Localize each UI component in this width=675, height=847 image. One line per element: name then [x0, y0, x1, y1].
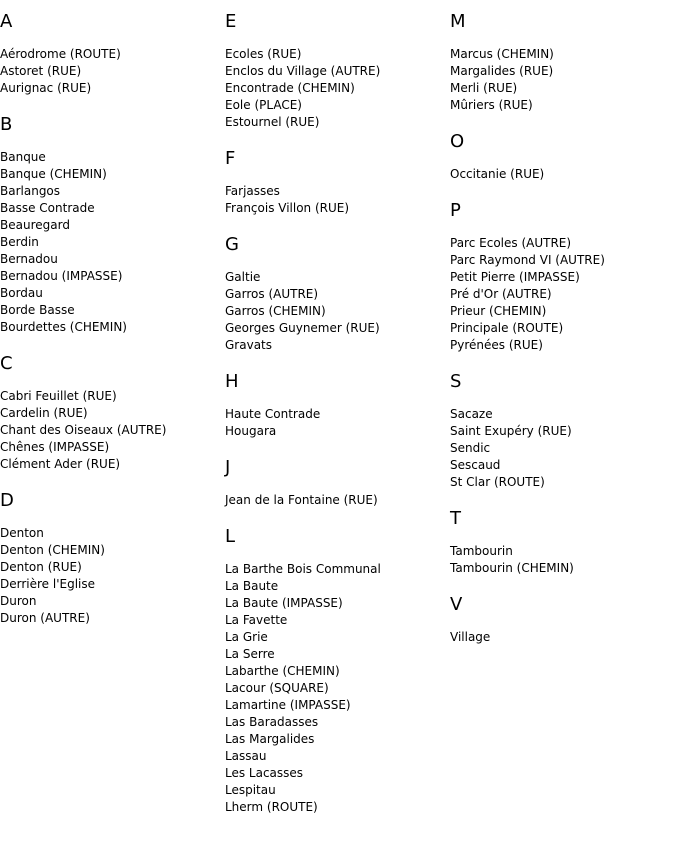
street-list [225, 492, 450, 509]
letter-group [0, 12, 225, 97]
street-item: Jean de la Fontaine (RUE) [225, 493, 378, 507]
street-item: Estournel (RUE) [225, 115, 320, 129]
street-item: La Baute [225, 579, 279, 593]
street-list [0, 525, 225, 627]
street-list [225, 269, 450, 354]
street-item: Barlangos [0, 184, 61, 198]
street-item: Denton [0, 526, 44, 540]
street-item: Enclos du Village (AUTRE) [225, 64, 381, 78]
letter-group [0, 115, 225, 336]
street-item: Duron [0, 594, 37, 608]
street-item: Saint Exupéry (RUE) [450, 424, 572, 438]
street-item: La Grie [225, 630, 268, 644]
letter-group [225, 149, 450, 217]
street-item: Bourdettes (CHEMIN) [0, 320, 127, 334]
street-item: Lherm (ROUTE) [225, 800, 318, 814]
letter-heading: G [225, 234, 239, 255]
letter-group [450, 372, 675, 491]
street-item: Borde Basse [0, 303, 75, 317]
street-item: Sescaud [450, 458, 501, 472]
street-item: St Clar (ROUTE) [450, 475, 545, 489]
street-item: Banque [0, 150, 46, 164]
street-item: Gravats [225, 338, 272, 352]
street-item: Sacaze [450, 407, 493, 421]
letter-group [225, 235, 450, 354]
street-list [0, 149, 225, 336]
street-item: Tambourin (CHEMIN) [450, 561, 574, 575]
letter-heading: L [225, 526, 236, 547]
street-item: La Serre [225, 647, 275, 661]
letter-heading: O [450, 131, 465, 152]
street-item: Petit Pierre (IMPASSE) [450, 270, 580, 284]
street-item: Ecoles (RUE) [225, 47, 302, 61]
street-item: Las Margalides [225, 732, 315, 746]
street-list [0, 46, 225, 97]
letter-heading: V [450, 594, 463, 615]
street-item: Hougara [225, 424, 277, 438]
street-item: Les Lacasses [225, 766, 304, 780]
street-item: Mûriers (RUE) [450, 98, 533, 112]
letter-group [450, 595, 675, 646]
index-column [225, 0, 450, 816]
letter-group [450, 509, 675, 577]
street-item: Galtie [225, 270, 261, 284]
letter-group [450, 201, 675, 354]
street-list [450, 543, 675, 577]
street-item: Derrière l'Eglise [0, 577, 95, 591]
street-item: Duron (AUTRE) [0, 611, 90, 625]
letter-group [225, 372, 450, 440]
street-list [225, 406, 450, 440]
street-item: Bordau [0, 286, 43, 300]
street-item: Pré d'Or (AUTRE) [450, 287, 552, 301]
street-list [450, 235, 675, 354]
letter-group [225, 527, 450, 816]
street-list [450, 629, 675, 646]
street-list [450, 166, 675, 183]
street-item: Las Baradasses [225, 715, 319, 729]
letter-heading: H [225, 371, 239, 392]
letter-heading: E [225, 11, 237, 32]
letter-group [0, 491, 225, 627]
street-item: Berdin [0, 235, 39, 249]
street-item: Tambourin [450, 544, 513, 558]
street-item: Denton (RUE) [0, 560, 82, 574]
street-item: Banque (CHEMIN) [0, 167, 107, 181]
street-item: Cardelin (RUE) [0, 406, 88, 420]
street-item: Aurignac (RUE) [0, 81, 92, 95]
street-item: Clément Ader (RUE) [0, 457, 121, 471]
street-item: Haute Contrade [225, 407, 321, 421]
letter-heading: D [0, 490, 14, 511]
street-list [450, 46, 675, 114]
street-list [450, 406, 675, 491]
letter-heading: T [450, 508, 461, 529]
letter-group [0, 354, 225, 473]
street-item: Merli (RUE) [450, 81, 518, 95]
street-item: François Villon (RUE) [225, 201, 350, 215]
street-item: Prieur (CHEMIN) [450, 304, 547, 318]
street-item: La Baute (IMPASSE) [225, 596, 343, 610]
street-item: Lassau [225, 749, 267, 763]
street-item: Bernadou [0, 252, 58, 266]
street-list [225, 183, 450, 217]
street-item: Labarthe (CHEMIN) [225, 664, 340, 678]
street-item: Beauregard [0, 218, 70, 232]
street-item: Marcus (CHEMIN) [450, 47, 554, 61]
street-list [0, 388, 225, 473]
street-item: Aérodrome (ROUTE) [0, 47, 121, 61]
letter-heading: F [225, 148, 236, 169]
letter-heading: A [0, 11, 13, 32]
street-item: Chant des Oiseaux (AUTRE) [0, 423, 167, 437]
street-item: La Barthe Bois Communal [225, 562, 381, 576]
index-column [450, 0, 675, 816]
street-item: Georges Guynemer (RUE) [225, 321, 380, 335]
street-item: Astoret (RUE) [0, 64, 82, 78]
street-item: Principale (ROUTE) [450, 321, 564, 335]
street-item: Parc Ecoles (AUTRE) [450, 236, 572, 250]
street-item: Sendic [450, 441, 491, 455]
letter-group [225, 12, 450, 131]
street-item: Pyrénées (RUE) [450, 338, 543, 352]
letter-heading: B [0, 114, 13, 135]
index-column [0, 0, 225, 816]
street-item: Eole (PLACE) [225, 98, 302, 112]
letter-heading: S [450, 371, 462, 392]
street-item: Garros (CHEMIN) [225, 304, 326, 318]
street-item: Parc Raymond VI (AUTRE) [450, 253, 605, 267]
letter-heading: J [225, 457, 231, 478]
street-item: Farjasses [225, 184, 280, 198]
letter-heading: M [450, 11, 466, 32]
letter-group [450, 132, 675, 183]
street-list [225, 46, 450, 131]
street-item: Occitanie (RUE) [450, 167, 545, 181]
street-item: La Favette [225, 613, 288, 627]
street-item: Garros (AUTRE) [225, 287, 319, 301]
street-item: Lamartine (IMPASSE) [225, 698, 351, 712]
street-list [225, 561, 450, 816]
street-item: Lacour (SQUARE) [225, 681, 329, 695]
letter-heading: C [0, 353, 13, 374]
street-item: Basse Contrade [0, 201, 95, 215]
street-item: Cabri Feuillet (RUE) [0, 389, 117, 403]
letter-heading: P [450, 200, 461, 221]
street-item: Bernadou (IMPASSE) [0, 269, 123, 283]
street-item: Denton (CHEMIN) [0, 543, 105, 557]
street-item: Chênes (IMPASSE) [0, 440, 110, 454]
street-item: Lespitau [225, 783, 276, 797]
letter-group [450, 12, 675, 114]
street-item: Encontrade (CHEMIN) [225, 81, 355, 95]
letter-group [225, 458, 450, 509]
street-item: Village [450, 630, 491, 644]
street-item: Margalides (RUE) [450, 64, 554, 78]
